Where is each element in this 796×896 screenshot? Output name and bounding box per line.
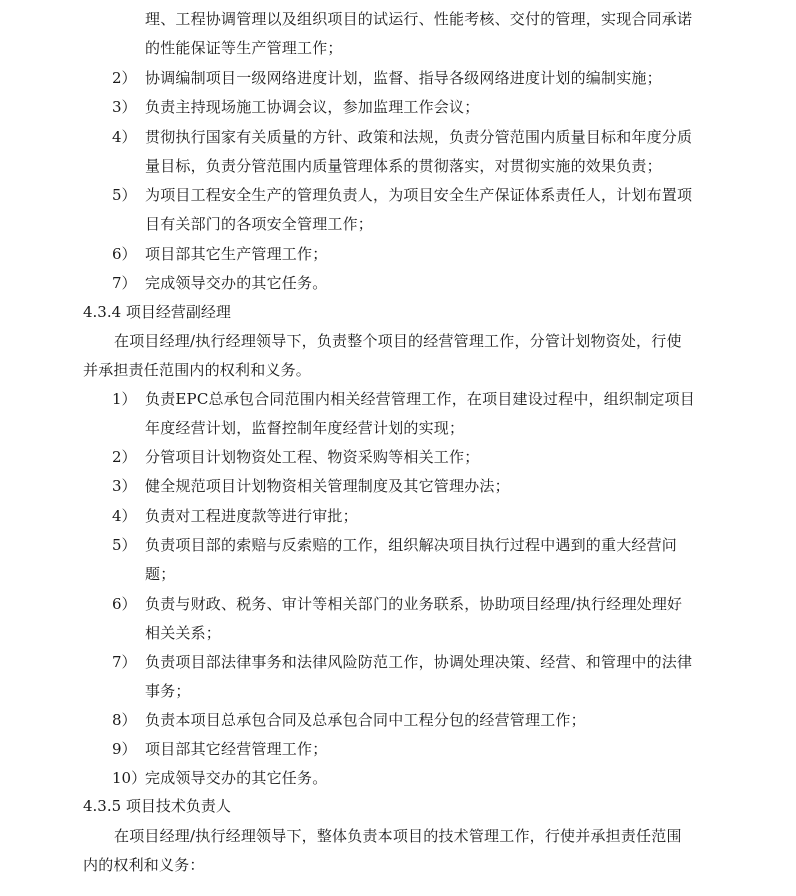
continuation-line: 理、工程协调管理以及组织项目的试运行、性能考核、交付的管理，实现合同承诺	[145, 10, 693, 28]
list-item-number: 3）	[112, 98, 137, 116]
list-item-text: 负责项目部法律事务和法律风险防范工作，协调处理决策、经营、和管理中的法律	[145, 653, 693, 671]
list-item-text: 协调编制项目一级网络进度计划，监督、指导各级网络进度计划的编制实施；	[145, 69, 662, 87]
list-item-number: 1）	[112, 390, 137, 408]
paragraph-line: 内的权利和义务：	[83, 856, 205, 874]
list-item-text: 负责与财政、税务、审计等相关部门的业务联系，协助项目经理/执行经理处理好	[145, 595, 683, 613]
list-item-text: 事务；	[145, 682, 191, 700]
list-item-text: 完成领导交办的其它任务。	[145, 769, 328, 787]
list-item-number: 4）	[112, 507, 137, 525]
list-item-number: 8）	[112, 711, 137, 729]
list-item-text: 年度经营计划，监督控制年度经营计划的实现；	[145, 419, 465, 437]
list-item-text: 量目标，负责分管范围内质量管理体系的贯彻落实，对贯彻实施的效果负责；	[145, 157, 662, 175]
list-item-text: 贯彻执行国家有关质量的方针、政策和法规，负责分管范围内质量目标和年度分质	[145, 128, 693, 146]
list-item-number: 9）	[112, 740, 137, 758]
list-item-number: 3）	[112, 477, 137, 495]
paragraph-line: 在项目经理/执行经理领导下，负责整个项目的经营管理工作，分管计划物资处，行使	[114, 332, 682, 350]
list-item-text: 分管项目计划物资处工程、物资采购等相关工作；	[145, 448, 480, 466]
list-item-text: 项目部其它生产管理工作；	[145, 245, 328, 263]
list-item-number: 4）	[112, 128, 137, 146]
section-heading: 4.3.4 项目经营副经理	[83, 303, 231, 321]
list-item-number: 7）	[112, 274, 137, 292]
list-item-number: 5）	[112, 536, 137, 554]
list-item-text: 项目部其它经营管理工作；	[145, 740, 328, 758]
list-item-number: 7）	[112, 653, 137, 671]
list-item-text: 健全规范项目计划物资相关管理制度及其它管理办法；	[145, 477, 510, 495]
list-item-number: 6）	[112, 595, 137, 613]
list-item-text: 负责项目部的索赔与反索赔的工作，组织解决项目执行过程中遇到的重大经营问	[145, 536, 678, 554]
list-item-text: 负责本项目总承包合同及总承包合同中工程分包的经营管理工作；	[145, 711, 586, 729]
list-item-text: 负责对工程进度款等进行审批；	[145, 507, 358, 525]
list-item-number: 10）	[112, 769, 147, 787]
list-item-text: 完成领导交办的其它任务。	[145, 274, 328, 292]
list-item-number: 5）	[112, 186, 137, 204]
list-item-text: 负责主持现场施工协调会议，参加监理工作会议；	[145, 98, 480, 116]
list-item-text: 为项目工程安全生产的管理负责人，为项目安全生产保证体系责任人，计划布置项	[145, 186, 693, 204]
list-item-text: 相关关系；	[145, 624, 222, 642]
continuation-line: 的性能保证等生产管理工作；	[145, 39, 343, 57]
list-item-number: 2）	[112, 69, 137, 87]
paragraph-line: 在项目经理/执行经理领导下，整体负责本项目的技术管理工作，行使并承担责任范围	[114, 827, 682, 845]
list-item-number: 2）	[112, 448, 137, 466]
list-item-text: 题；	[145, 565, 176, 583]
section-heading: 4.3.5 项目技术负责人	[83, 797, 231, 815]
list-item-number: 6）	[112, 245, 137, 263]
paragraph-line: 并承担责任范围内的权利和义务。	[83, 361, 312, 379]
list-item-text: 负责EPC总承包合同范围内相关经营管理工作，在项目建设过程中，组织制定项目	[145, 390, 695, 408]
list-item-text: 目有关部门的各项安全管理工作；	[145, 215, 374, 233]
